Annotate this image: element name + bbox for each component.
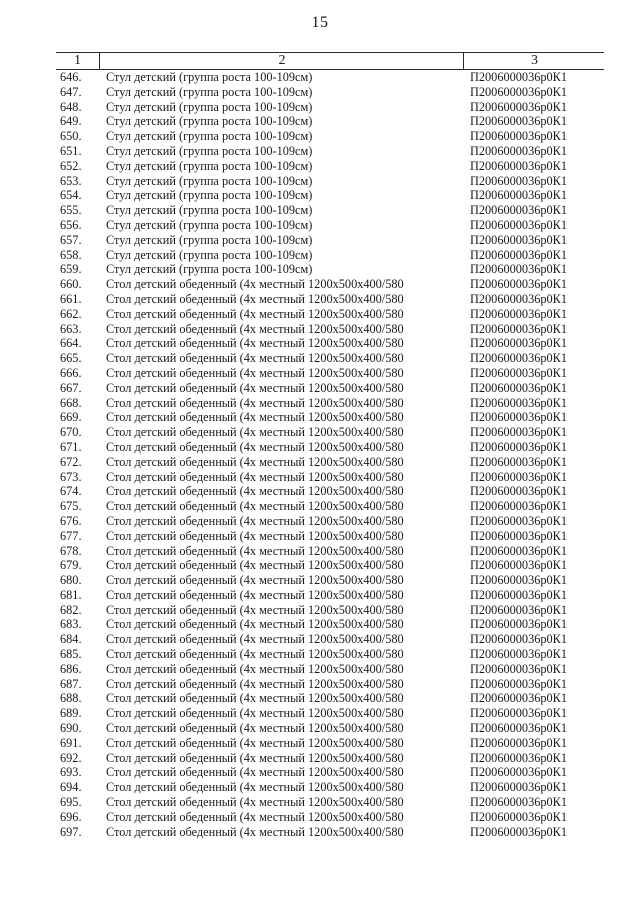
row-number: 695. bbox=[60, 795, 82, 810]
table-row bbox=[56, 262, 604, 277]
row-number: 693. bbox=[60, 765, 82, 780]
item-code: П2006000036р0К1 bbox=[470, 543, 568, 558]
item-name: Стол детский обеденный (4х местный 1200х500х400/580 bbox=[106, 573, 404, 588]
item-name: Стул детский (группа роста 100-109см) bbox=[106, 158, 313, 173]
item-code: П2006000036р0К1 bbox=[470, 587, 568, 602]
row-number: 690. bbox=[60, 721, 82, 736]
item-code: П2006000036р0К1 bbox=[470, 558, 568, 573]
item-code: П2006000036р0К1 bbox=[470, 99, 568, 114]
item-code: П2006000036р0К1 bbox=[470, 158, 568, 173]
table-body bbox=[56, 70, 604, 839]
item-name: Стол детский обеденный (4х местный 1200х500х400/580 bbox=[106, 721, 404, 736]
table-row bbox=[56, 544, 604, 559]
row-number: 657. bbox=[60, 232, 82, 247]
item-code: П2006000036р0К1 bbox=[470, 469, 568, 484]
item-name: Стол детский обеденный (4х местный 1200х500х400/580 bbox=[106, 365, 404, 380]
item-name: Стол детский обеденный (4х местный 1200х500х400/580 bbox=[106, 661, 404, 676]
table-row bbox=[56, 558, 604, 573]
item-name: Стол детский обеденный (4х местный 1200х500х400/580 bbox=[106, 676, 404, 691]
item-name: Стол детский обеденный (4х местный 1200х500х400/580 bbox=[106, 706, 404, 721]
item-code: П2006000036р0К1 bbox=[470, 203, 568, 218]
item-name: Стул детский (группа роста 100-109см) bbox=[106, 84, 313, 99]
item-code: П2006000036р0К1 bbox=[470, 454, 568, 469]
table-row bbox=[56, 203, 604, 218]
table-row bbox=[56, 810, 604, 825]
item-code: П2006000036р0К1 bbox=[470, 365, 568, 380]
item-code: П2006000036р0К1 bbox=[470, 143, 568, 158]
item-name: Стол детский обеденный (4х местный 1200х500х400/580 bbox=[106, 425, 404, 440]
row-number: 697. bbox=[60, 824, 82, 839]
row-number: 674. bbox=[60, 484, 82, 499]
item-name: Стол детский обеденный (4х местный 1200х500х400/580 bbox=[106, 439, 404, 454]
row-number: 686. bbox=[60, 661, 82, 676]
table-row bbox=[56, 795, 604, 810]
item-name: Стол детский обеденный (4х местный 1200х500х400/580 bbox=[106, 824, 404, 839]
item-name: Стол детский обеденный (4х местный 1200х500х400/580 bbox=[106, 765, 404, 780]
header-col-3: 3 bbox=[531, 53, 538, 68]
item-code: П2006000036р0К1 bbox=[470, 795, 568, 810]
item-code: П2006000036р0К1 bbox=[470, 173, 568, 188]
item-name: Стол детский обеденный (4х местный 1200х500х400/580 bbox=[106, 543, 404, 558]
item-name: Стол детский обеденный (4х местный 1200х500х400/580 bbox=[106, 395, 404, 410]
item-code: П2006000036р0К1 bbox=[470, 513, 568, 528]
table-row bbox=[56, 410, 604, 425]
row-number: 689. bbox=[60, 706, 82, 721]
row-number: 675. bbox=[60, 499, 82, 514]
item-code: П2006000036р0К1 bbox=[470, 499, 568, 514]
item-code: П2006000036р0К1 bbox=[470, 809, 568, 824]
table-row bbox=[56, 425, 604, 440]
table-row bbox=[56, 307, 604, 322]
item-code: П2006000036р0К1 bbox=[470, 602, 568, 617]
item-code: П2006000036р0К1 bbox=[470, 735, 568, 750]
item-name: Стол детский обеденный (4х местный 1200х500х400/580 bbox=[106, 632, 404, 647]
item-code: П2006000036р0К1 bbox=[470, 706, 568, 721]
row-number: 665. bbox=[60, 351, 82, 366]
table-row bbox=[56, 632, 604, 647]
item-name: Стул детский (группа роста 100-109см) bbox=[106, 262, 313, 277]
item-code: П2006000036р0К1 bbox=[470, 395, 568, 410]
row-number: 681. bbox=[60, 587, 82, 602]
table-row bbox=[56, 484, 604, 499]
table-row bbox=[56, 573, 604, 588]
table-row bbox=[56, 662, 604, 677]
table-row bbox=[56, 159, 604, 174]
item-name: Стул детский (группа роста 100-109см) bbox=[106, 188, 313, 203]
item-name: Стол детский обеденный (4х местный 1200х500х400/580 bbox=[106, 321, 404, 336]
row-number: 668. bbox=[60, 395, 82, 410]
row-number: 685. bbox=[60, 647, 82, 662]
item-code: П2006000036р0К1 bbox=[470, 617, 568, 632]
row-number: 692. bbox=[60, 750, 82, 765]
table-row bbox=[56, 825, 604, 840]
item-name: Стол детский обеденный (4х местный 1200х500х400/580 bbox=[106, 735, 404, 750]
item-name: Стол детский обеденный (4х местный 1200х500х400/580 bbox=[106, 750, 404, 765]
item-code: П2006000036р0К1 bbox=[470, 232, 568, 247]
table-row bbox=[56, 736, 604, 751]
item-code: П2006000036р0К1 bbox=[470, 439, 568, 454]
table-row bbox=[56, 455, 604, 470]
row-number: 691. bbox=[60, 735, 82, 750]
row-number: 666. bbox=[60, 365, 82, 380]
item-name: Стол детский обеденный (4х местный 1200х500х400/580 bbox=[106, 469, 404, 484]
item-code: П2006000036р0К1 bbox=[470, 632, 568, 647]
item-code: П2006000036р0К1 bbox=[470, 321, 568, 336]
item-code: П2006000036р0К1 bbox=[470, 676, 568, 691]
item-name: Стол детский обеденный (4х местный 1200х500х400/580 bbox=[106, 602, 404, 617]
row-number: 670. bbox=[60, 425, 82, 440]
item-name: Стул детский (группа роста 100-109см) bbox=[106, 247, 313, 262]
header-col-2: 2 bbox=[101, 53, 464, 69]
row-number: 655. bbox=[60, 203, 82, 218]
item-code: П2006000036р0К1 bbox=[470, 824, 568, 839]
inventory-table bbox=[56, 52, 604, 839]
table-row bbox=[56, 336, 604, 351]
item-code: П2006000036р0К1 bbox=[470, 721, 568, 736]
table-row bbox=[56, 188, 604, 203]
page-number: 15 bbox=[311, 14, 329, 31]
item-name: Стул детский (группа роста 100-109см) bbox=[106, 70, 313, 84]
row-number: 667. bbox=[60, 380, 82, 395]
item-code: П2006000036р0К1 bbox=[470, 306, 568, 321]
item-code: П2006000036р0К1 bbox=[470, 765, 568, 780]
item-name: Стол детский обеденный (4х местный 1200х500х400/580 bbox=[106, 336, 404, 351]
table-row bbox=[56, 174, 604, 189]
item-code: П2006000036р0К1 bbox=[470, 780, 568, 795]
item-name: Стол детский обеденный (4х местный 1200х500х400/580 bbox=[106, 277, 404, 292]
row-number: 680. bbox=[60, 573, 82, 588]
table-row bbox=[56, 233, 604, 248]
row-number: 651. bbox=[60, 143, 82, 158]
row-number: 646. bbox=[60, 70, 82, 84]
table-row bbox=[56, 292, 604, 307]
row-number: 647. bbox=[60, 84, 82, 99]
item-name: Стол детский обеденный (4х местный 1200х500х400/580 bbox=[106, 558, 404, 573]
item-name: Стол детский обеденный (4х местный 1200х500х400/580 bbox=[106, 454, 404, 469]
row-number: 658. bbox=[60, 247, 82, 262]
row-number: 671. bbox=[60, 439, 82, 454]
row-number: 676. bbox=[60, 513, 82, 528]
row-number: 648. bbox=[60, 99, 82, 114]
row-number: 679. bbox=[60, 558, 82, 573]
table-row bbox=[56, 70, 604, 85]
table-row bbox=[56, 366, 604, 381]
item-name: Стол детский обеденный (4х местный 1200х500х400/580 bbox=[106, 795, 404, 810]
table-row bbox=[56, 499, 604, 514]
item-name: Стол детский обеденный (4х местный 1200х500х400/580 bbox=[106, 647, 404, 662]
row-number: 653. bbox=[60, 173, 82, 188]
table-row bbox=[56, 603, 604, 618]
row-number: 664. bbox=[60, 336, 82, 351]
row-number: 654. bbox=[60, 188, 82, 203]
table-row bbox=[56, 248, 604, 263]
row-number: 696. bbox=[60, 809, 82, 824]
table-row bbox=[56, 706, 604, 721]
item-name: Стол детский обеденный (4х местный 1200х500х400/580 bbox=[106, 617, 404, 632]
table-row bbox=[56, 381, 604, 396]
table-row bbox=[56, 351, 604, 366]
item-code: П2006000036р0К1 bbox=[470, 262, 568, 277]
item-code: П2006000036р0К1 bbox=[470, 114, 568, 129]
item-name: Стол детский обеденный (4х местный 1200х500х400/580 bbox=[106, 306, 404, 321]
row-number: 661. bbox=[60, 291, 82, 306]
item-code: П2006000036р0К1 bbox=[470, 410, 568, 425]
table-row bbox=[56, 85, 604, 100]
item-name: Стол детский обеденный (4х местный 1200х500х400/580 bbox=[106, 528, 404, 543]
header-col-1: 1 bbox=[56, 53, 100, 69]
item-code: П2006000036р0К1 bbox=[470, 484, 568, 499]
item-name: Стул детский (группа роста 100-109см) bbox=[106, 114, 313, 129]
row-number: 673. bbox=[60, 469, 82, 484]
table-row bbox=[56, 617, 604, 632]
item-name: Стул детский (группа роста 100-109см) bbox=[106, 217, 313, 232]
row-number: 687. bbox=[60, 676, 82, 691]
row-number: 678. bbox=[60, 543, 82, 558]
row-number: 659. bbox=[60, 262, 82, 277]
item-name: Стол детский обеденный (4х местный 1200х500х400/580 bbox=[106, 484, 404, 499]
row-number: 683. bbox=[60, 617, 82, 632]
table-row bbox=[56, 751, 604, 766]
item-code: П2006000036р0К1 bbox=[470, 247, 568, 262]
row-number: 652. bbox=[60, 158, 82, 173]
item-code: П2006000036р0К1 bbox=[470, 661, 568, 676]
row-number: 669. bbox=[60, 410, 82, 425]
table-row bbox=[56, 218, 604, 233]
item-name: Стол детский обеденный (4х местный 1200х500х400/580 bbox=[106, 513, 404, 528]
item-name: Стул детский (группа роста 100-109см) bbox=[106, 232, 313, 247]
table-row bbox=[56, 647, 604, 662]
item-name: Стул детский (группа роста 100-109см) bbox=[106, 203, 313, 218]
item-name: Стул детский (группа роста 100-109см) bbox=[106, 129, 313, 144]
item-code: П2006000036р0К1 bbox=[470, 691, 568, 706]
item-code: П2006000036р0К1 bbox=[470, 647, 568, 662]
item-name: Стул детский (группа роста 100-109см) bbox=[106, 99, 313, 114]
table-row bbox=[56, 470, 604, 485]
item-name: Стол детский обеденный (4х местный 1200х500х400/580 bbox=[106, 691, 404, 706]
item-code: П2006000036р0К1 bbox=[470, 291, 568, 306]
table-row bbox=[56, 144, 604, 159]
item-code: П2006000036р0К1 bbox=[470, 129, 568, 144]
item-code: П2006000036р0К1 bbox=[470, 528, 568, 543]
row-number: 663. bbox=[60, 321, 82, 336]
row-number: 660. bbox=[60, 277, 82, 292]
table-row bbox=[56, 440, 604, 455]
item-code: П2006000036р0К1 bbox=[470, 351, 568, 366]
row-number: 650. bbox=[60, 129, 82, 144]
item-code: П2006000036р0К1 bbox=[470, 217, 568, 232]
table-row bbox=[56, 514, 604, 529]
table-row bbox=[56, 322, 604, 337]
row-number: 662. bbox=[60, 306, 82, 321]
item-name: Стол детский обеденный (4х местный 1200х500х400/580 bbox=[106, 410, 404, 425]
table-row bbox=[56, 129, 604, 144]
item-name: Стол детский обеденный (4х местный 1200х500х400/580 bbox=[106, 780, 404, 795]
item-code: П2006000036р0К1 bbox=[470, 380, 568, 395]
item-name: Стол детский обеденный (4х местный 1200х500х400/580 bbox=[106, 351, 404, 366]
item-code: П2006000036р0К1 bbox=[470, 750, 568, 765]
table-row bbox=[56, 529, 604, 544]
row-number: 672. bbox=[60, 454, 82, 469]
row-number: 677. bbox=[60, 528, 82, 543]
row-number: 694. bbox=[60, 780, 82, 795]
row-number: 682. bbox=[60, 602, 82, 617]
item-code: П2006000036р0К1 bbox=[470, 84, 568, 99]
item-code: П2006000036р0К1 bbox=[470, 336, 568, 351]
table-row bbox=[56, 691, 604, 706]
table-row bbox=[56, 277, 604, 292]
item-name: Стол детский обеденный (4х местный 1200х500х400/580 bbox=[106, 380, 404, 395]
item-name: Стол детский обеденный (4х местный 1200х500х400/580 bbox=[106, 587, 404, 602]
table-row bbox=[56, 721, 604, 736]
table-row bbox=[56, 588, 604, 603]
row-number: 684. bbox=[60, 632, 82, 647]
item-code: П2006000036р0К1 bbox=[470, 70, 568, 84]
item-name: Стол детский обеденный (4х местный 1200х500х400/580 bbox=[106, 499, 404, 514]
table-header bbox=[56, 52, 604, 70]
item-code: П2006000036р0К1 bbox=[470, 188, 568, 203]
row-number: 649. bbox=[60, 114, 82, 129]
table-row bbox=[56, 100, 604, 115]
table-row bbox=[56, 765, 604, 780]
row-number: 656. bbox=[60, 217, 82, 232]
table-row bbox=[56, 677, 604, 692]
item-name: Стул детский (группа роста 100-109см) bbox=[106, 173, 313, 188]
item-code: П2006000036р0К1 bbox=[470, 425, 568, 440]
item-code: П2006000036р0К1 bbox=[470, 277, 568, 292]
table-row bbox=[56, 396, 604, 411]
item-name: Стул детский (группа роста 100-109см) bbox=[106, 143, 313, 158]
row-number: 688. bbox=[60, 691, 82, 706]
item-name: Стол детский обеденный (4х местный 1200х500х400/580 bbox=[106, 291, 404, 306]
item-code: П2006000036р0К1 bbox=[470, 573, 568, 588]
table-row bbox=[56, 780, 604, 795]
table-row bbox=[56, 114, 604, 129]
item-name: Стол детский обеденный (4х местный 1200х500х400/580 bbox=[106, 809, 404, 824]
